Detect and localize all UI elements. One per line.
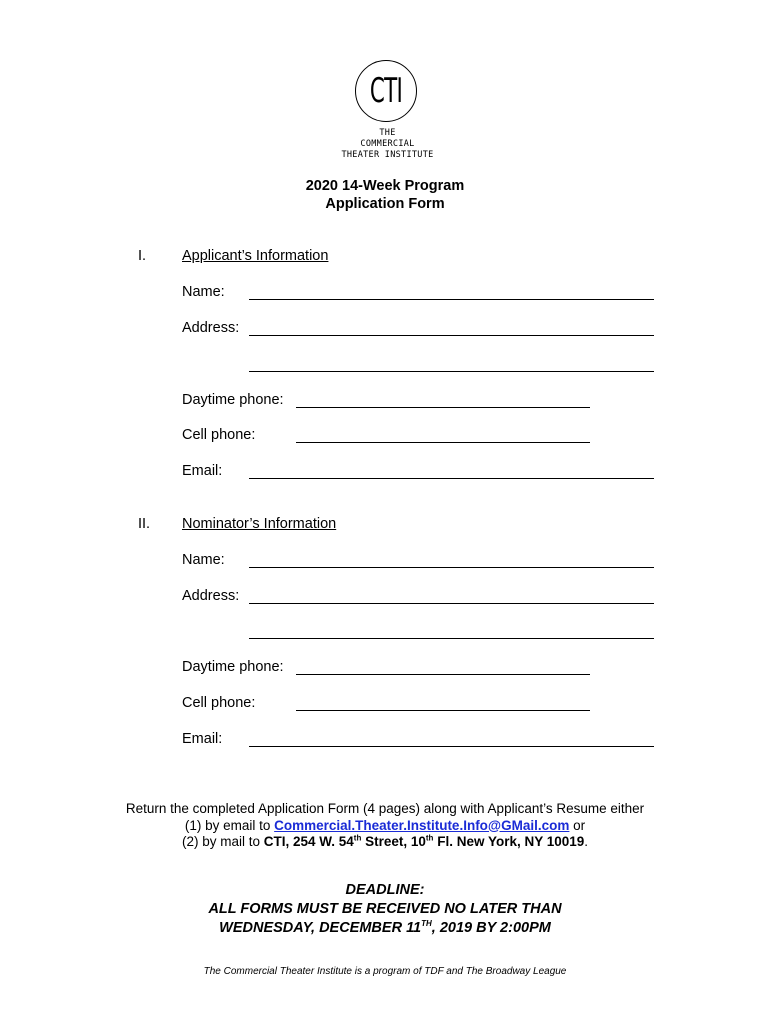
nominator-email-field[interactable] (249, 746, 654, 747)
applicant-daytime-phone-field[interactable] (296, 407, 590, 408)
nominator-daytime-phone-field[interactable] (296, 674, 590, 675)
applicant-cell-phone-field[interactable] (296, 442, 590, 443)
nominator-email-label: Email: (182, 731, 223, 747)
section2-heading: Nominator’s Information (182, 516, 337, 532)
nominator-daytime-phone-label: Daytime phone: (182, 659, 284, 675)
instructions-line2-prefix: (1) by email to (184, 817, 275, 833)
form-title-line2: Application Form (325, 196, 445, 212)
mailing-address-sup: th (425, 833, 434, 843)
return-instructions (0, 801, 770, 851)
instructions-line2 (0, 818, 770, 835)
nominator-address-label: Address: (182, 588, 240, 604)
logo-circle (355, 60, 417, 122)
deadline-date-sup: TH (421, 919, 432, 929)
applicant-address-label: Address: (182, 320, 240, 336)
section1-heading: Applicant’s Information (182, 248, 329, 264)
deadline-heading: DEADLINE: (345, 882, 425, 898)
applicant-name-field[interactable] (249, 299, 654, 300)
logo-caption (340, 128, 435, 161)
deadline-notice (0, 881, 770, 938)
instructions-line1: Return the completed Application Form (4 pages) along with Applicant’s Resume either (125, 801, 645, 816)
applicant-address-field[interactable] (249, 335, 654, 336)
section1-numeral: I. (138, 248, 147, 264)
mailing-address-part: CTI, 254 W. 54 (263, 834, 354, 849)
section2-numeral: II. (138, 516, 151, 532)
nominator-name-field[interactable] (249, 567, 654, 568)
form-title (0, 177, 770, 213)
mailing-address-sup: th (353, 833, 362, 843)
nominator-name-label: Name: (182, 552, 225, 568)
deadline-date: WEDNESDAY, DECEMBER 11 (219, 920, 422, 936)
instructions-line3 (0, 834, 770, 851)
instructions-line2-suffix: or (569, 817, 586, 833)
mailing-address (264, 834, 585, 849)
nominator-cell-phone-label: Cell phone: (182, 695, 256, 711)
deadline-time: , 2019 BY 2:00PM (431, 920, 551, 936)
applicant-address-field-2[interactable] (249, 371, 654, 372)
deadline-line3 (0, 919, 770, 938)
logo-caption-line: COMMERCIAL (360, 139, 415, 149)
footer-note: The Commercial Theater Institute is a program of TDF and The Broadway League (203, 966, 567, 977)
nominator-address-field[interactable] (249, 603, 654, 604)
applicant-email-label: Email: (182, 463, 223, 479)
nominator-address-field-2[interactable] (249, 638, 654, 639)
applicant-email-field[interactable] (249, 478, 654, 479)
logo-caption-line: THE (379, 128, 396, 138)
cti-logo (341, 60, 434, 160)
nominator-cell-phone-field[interactable] (296, 710, 590, 711)
email-link[interactable]: Commercial.Theater.Institute.Info@GMail.com (274, 817, 570, 833)
form-title-line1: 2020 14-Week Program (305, 178, 465, 194)
logo-caption-line: THEATER INSTITUTE (341, 150, 434, 160)
instructions-line3-suffix: . (584, 834, 589, 849)
deadline-line2: ALL FORMS MUST BE RECEIVED NO LATER THAN (208, 901, 562, 917)
instructions-line3-prefix: (2) by mail to (181, 834, 264, 849)
mailing-address-part: Fl. New York, NY 10019 (433, 834, 585, 849)
applicant-cell-phone-label: Cell phone: (182, 427, 256, 443)
applicant-daytime-phone-label: Daytime phone: (182, 392, 284, 408)
logo-mark: CTI (369, 71, 403, 111)
applicant-name-label: Name: (182, 284, 225, 300)
mailing-address-part: Street, 10 (361, 834, 426, 849)
